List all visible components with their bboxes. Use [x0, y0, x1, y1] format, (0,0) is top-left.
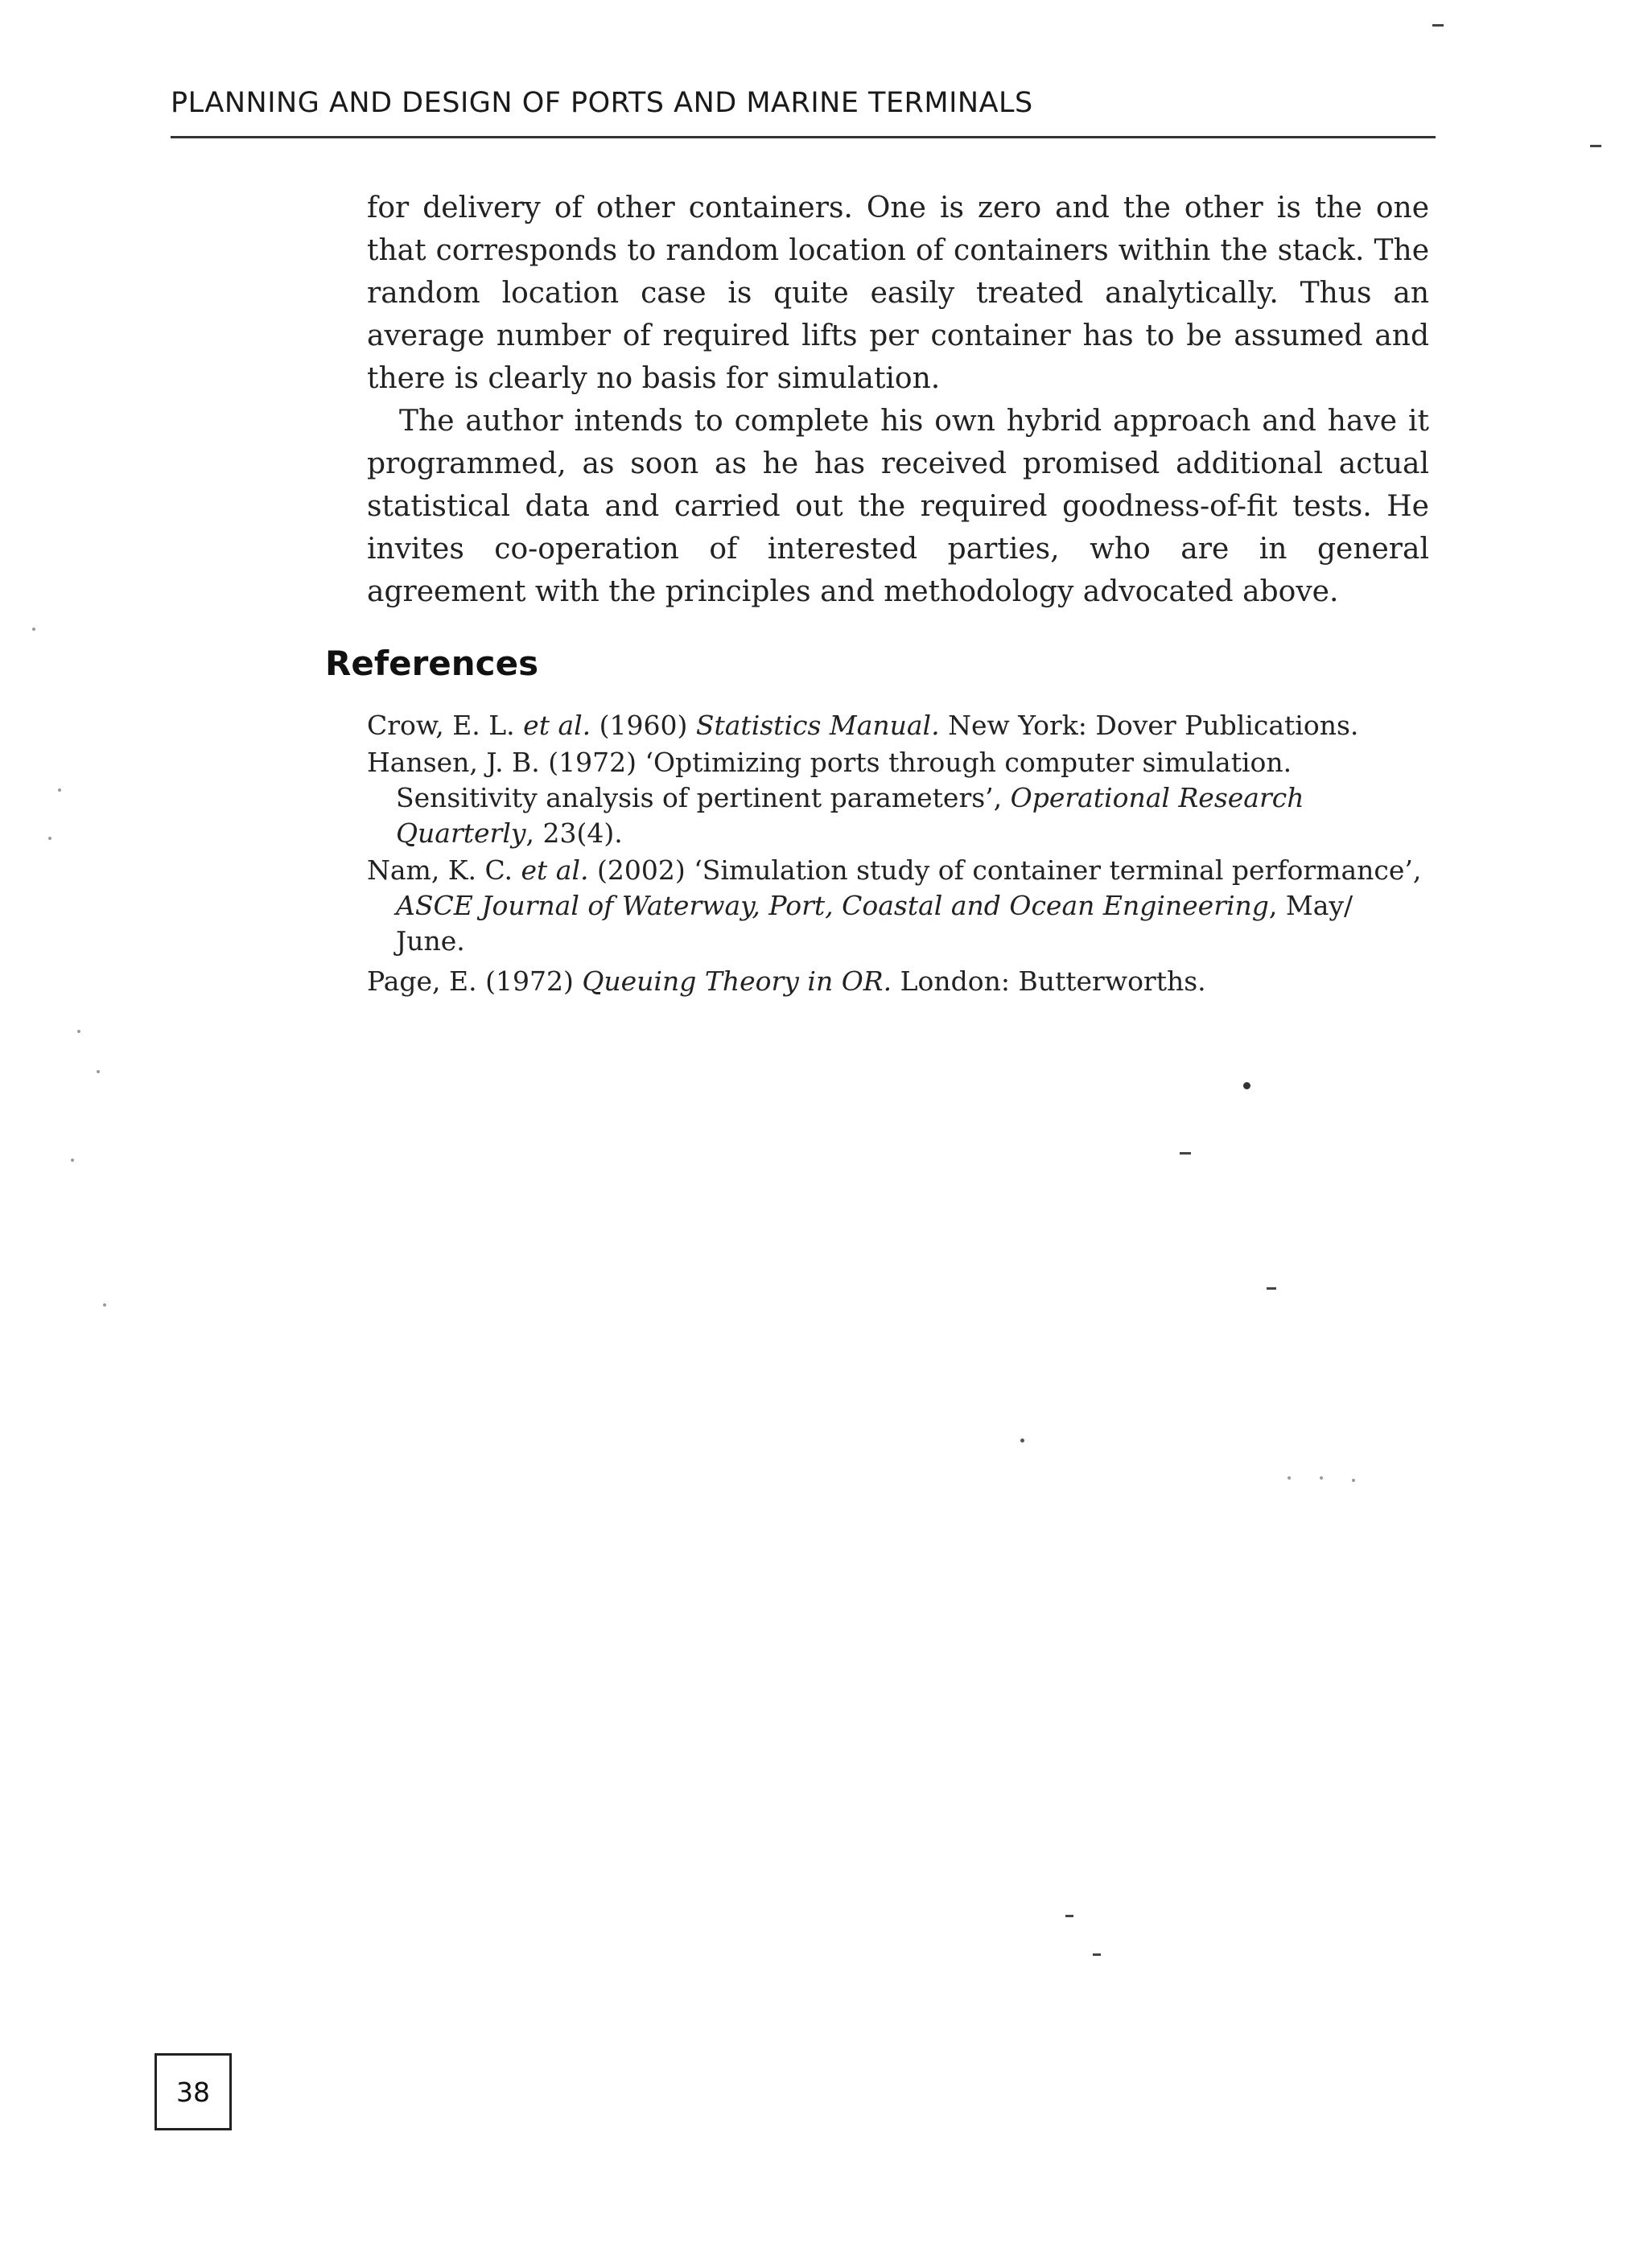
page-number-box — [154, 2053, 232, 2130]
reference-entry — [367, 708, 1429, 743]
scan-speck — [1288, 1476, 1291, 1480]
ref-authors: Hansen, J. B. (1972) — [367, 747, 645, 778]
scan-speck — [32, 628, 35, 631]
reference-entry — [367, 853, 1429, 959]
scan-mark-right — [1590, 145, 1601, 147]
scan-speck — [71, 1159, 74, 1162]
body-text — [367, 187, 1429, 613]
body-paragraph: The author intends to complete his own hybrid approach and have it programmed, as soon as he has received promised additional actual statistical data and carried out the required goodness-of-fit tests. He invites co-operation of interested parties, who are in general agreement with the principles and methodology advocated above. — [367, 405, 1429, 608]
running-head: PLANNING AND DESIGN OF PORTS AND MARINE TERMINALS — [171, 87, 1033, 119]
ref-authors: Crow, E. L. — [367, 710, 524, 741]
scan-speck — [1267, 1287, 1276, 1290]
ref-title: Queuing Theory in OR. — [582, 965, 892, 997]
ref-article-title: ‘Simulation study of container terminal performance’, — [694, 854, 1422, 886]
ref-etal: et al. — [521, 854, 589, 886]
scan-mark-top — [1432, 24, 1444, 27]
scan-speck — [1065, 1915, 1073, 1917]
ref-authors: Page, E. (1972) — [367, 965, 583, 997]
scan-speck — [1093, 1953, 1101, 1956]
ref-journal: Operational Research Quarterly — [396, 782, 1304, 849]
scan-speck — [1180, 1152, 1191, 1155]
ref-volume: , 23(4). — [525, 817, 623, 849]
scan-speck — [1352, 1479, 1355, 1482]
scan-speck — [1320, 1476, 1323, 1480]
scan-speck — [1243, 1082, 1250, 1089]
ref-publisher: New York: Dover Publications. — [939, 710, 1359, 741]
scan-speck — [48, 837, 52, 840]
references-heading: References — [325, 644, 539, 683]
ref-issue: , May/ June. — [396, 890, 1353, 957]
reference-list — [367, 708, 1429, 1001]
ref-article-title: ‘Optimizing ports through computer simulation. Sensitivity analysis of pertinent parameters’, — [396, 747, 1292, 813]
scan-speck — [97, 1070, 100, 1073]
ref-year: (2002) — [588, 854, 694, 886]
ref-year: (1960) — [591, 710, 696, 741]
ref-journal: ASCE Journal of Waterway, Port, Coastal and Ocean Engineering — [396, 890, 1269, 921]
body-paragraph: for delivery of other containers. One is zero and the other is the one that corresponds to random location of containers within the stack. The random location case is quite easily treated analytically. Thus an average number of required lifts per container has to be assumed and there is clearly no basis for simulation. — [367, 191, 1429, 395]
page-number: 38 — [176, 2076, 210, 2108]
reference-entry — [367, 964, 1429, 999]
ref-etal: et al. — [523, 710, 591, 741]
scan-speck — [58, 788, 61, 792]
header-rule — [171, 136, 1436, 138]
ref-title: Statistics Manual. — [695, 710, 940, 741]
reference-entry — [367, 745, 1429, 851]
ref-authors: Nam, K. C. — [367, 854, 521, 886]
ref-publisher: London: Butterworths. — [892, 965, 1206, 997]
scan-speck — [1020, 1439, 1024, 1443]
scan-speck — [77, 1030, 80, 1033]
scan-speck — [103, 1303, 106, 1307]
